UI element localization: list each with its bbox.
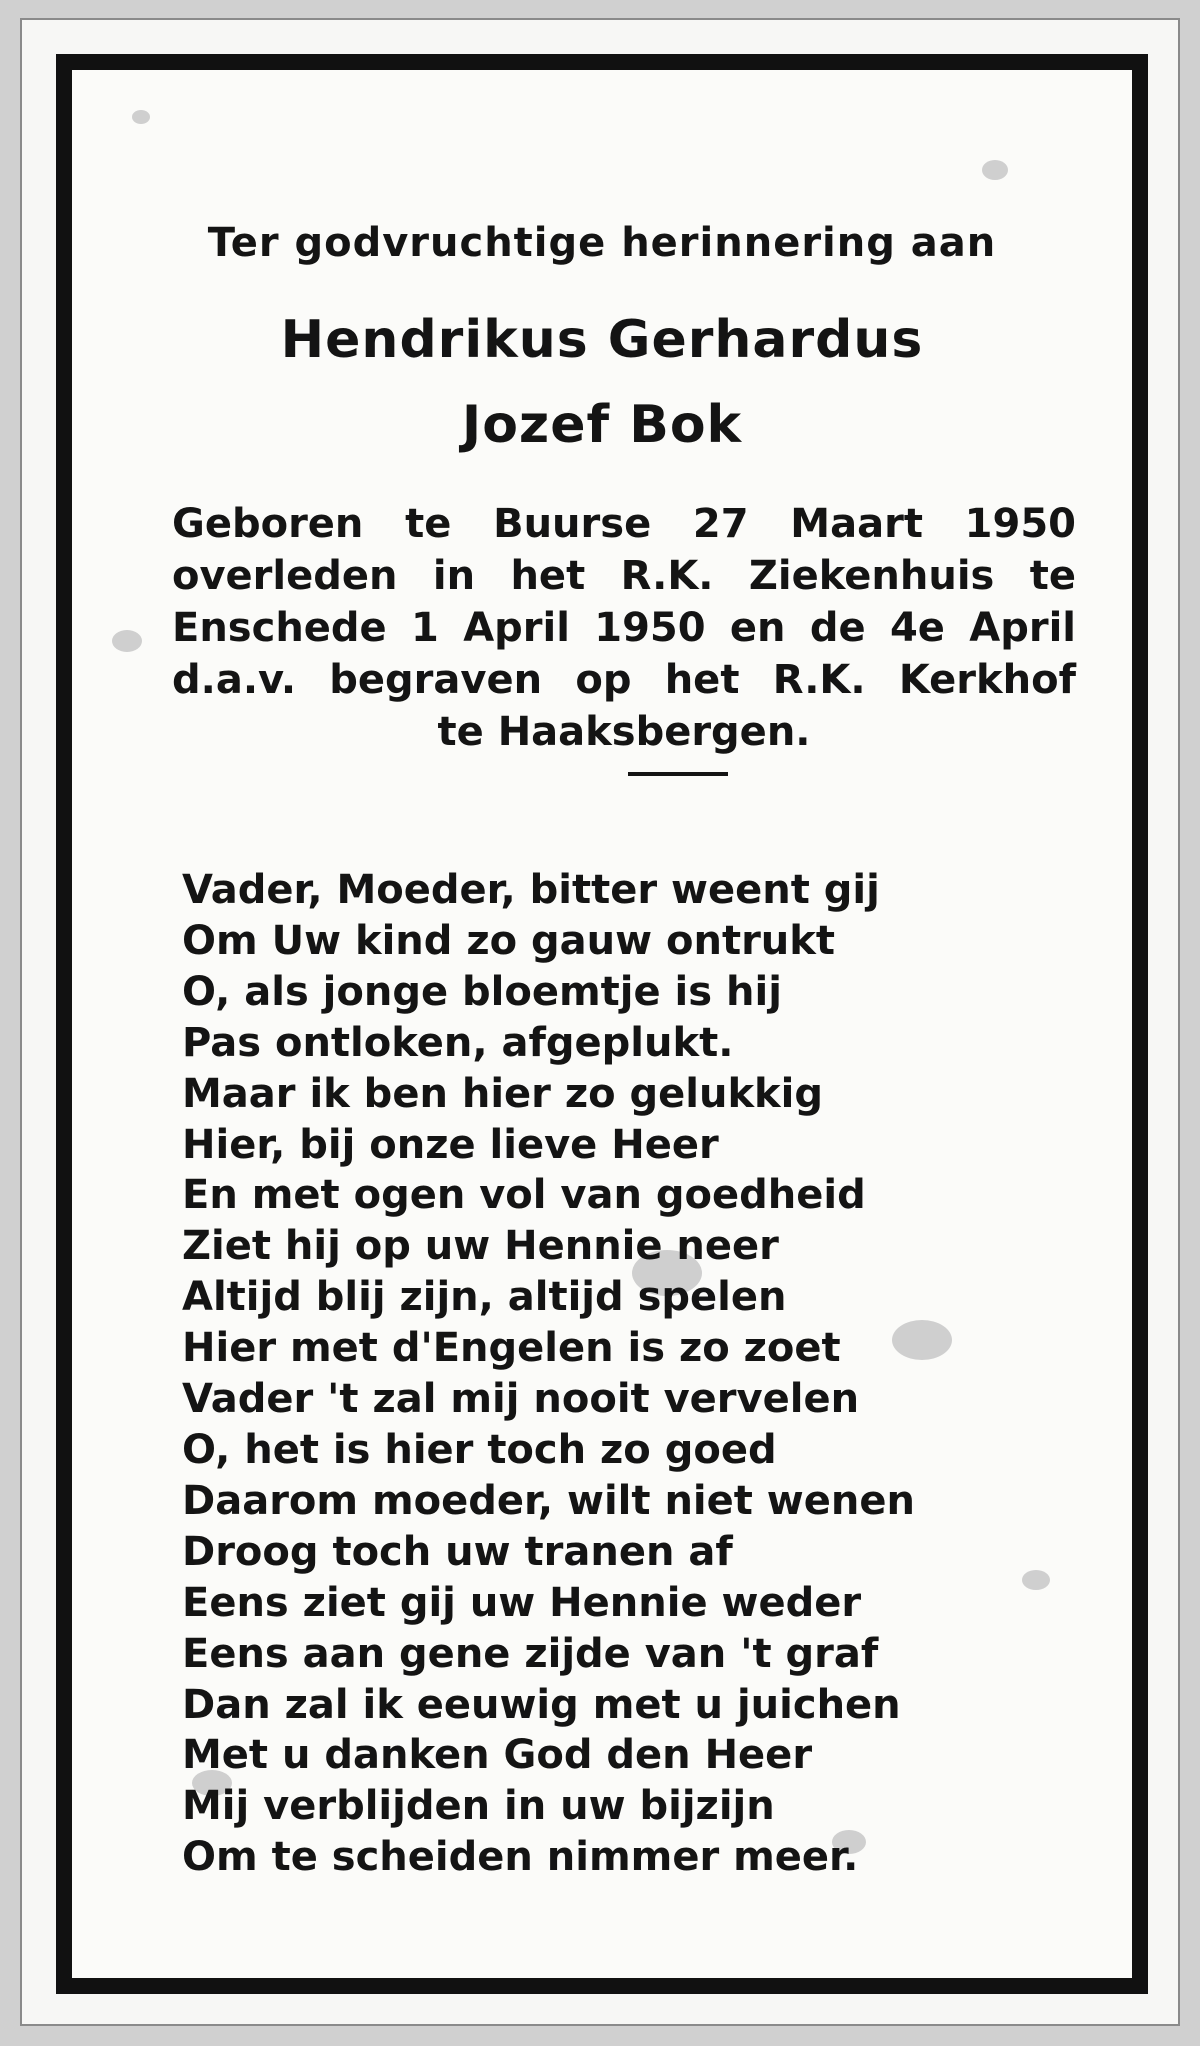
- poem-line: Droog toch uw tranen af: [182, 1528, 733, 1575]
- poem-line: Ziet hij op uw Hennie neer: [182, 1223, 779, 1270]
- details-line: Geboren te Buurse 27 Maart 1950: [172, 501, 1076, 547]
- poem-line: En met ogen vol van goedheid: [182, 1172, 866, 1219]
- poem-line: Pas ontloken, afgeplukt.: [182, 1019, 734, 1066]
- poem-line: Altijd blij zijn, altijd spelen: [182, 1274, 787, 1321]
- poem-line: Met u danken God den Heer: [182, 1732, 813, 1779]
- poem-line: O, als jonge bloemtje is hij: [182, 968, 782, 1015]
- section-divider: [628, 772, 728, 776]
- memorial-poem: [182, 865, 915, 1883]
- birth-death-details: [172, 498, 1076, 758]
- card-content: [72, 70, 1132, 1978]
- poem-line: Hier, bij onze lieve Heer: [182, 1121, 719, 1168]
- poem-line: Om te scheiden nimmer meer.: [182, 1834, 859, 1881]
- poem-line: Eens ziet gij uw Hennie weder: [182, 1579, 862, 1626]
- intro-text: Ter godvruchtige herinnering aan: [207, 220, 997, 266]
- poem-line: Maar ik ben hier zo gelukkig: [182, 1070, 823, 1117]
- details-line: d.a.v. begraven op het R.K. Kerkhof: [172, 657, 1076, 703]
- poem-line: Vader, Moeder, bitter weent gij: [182, 867, 880, 913]
- poem-line: Hier met d'Engelen is zo zoet: [182, 1325, 841, 1372]
- poem-line: Daarom moeder, wilt niet wenen: [182, 1477, 915, 1524]
- poem-line: Dan zal ik eeuwig met u juichen: [182, 1681, 901, 1728]
- poem-line: Eens aan gene zijde van 't graf: [182, 1630, 879, 1677]
- memorial-card: [20, 18, 1180, 2026]
- details-line: te Haaksbergen.: [437, 709, 811, 755]
- poem-line: Om Uw kind zo gauw ontrukt: [182, 917, 835, 964]
- details-line: Enschede 1 April 1950 en de 4e April: [172, 605, 1076, 651]
- card-frame: [56, 54, 1148, 1994]
- deceased-name-line1: Hendrikus Gerhardus: [280, 310, 924, 370]
- poem-line: Vader 't zal mij nooit vervelen: [182, 1376, 860, 1423]
- poem-line: Mij verblijden in uw bijzijn: [182, 1783, 775, 1830]
- details-line: overleden in het R.K. Ziekenhuis te: [172, 553, 1076, 599]
- deceased-name-line2: Jozef Bok: [461, 395, 743, 455]
- poem-line: O, het is hier toch zo goed: [182, 1426, 777, 1473]
